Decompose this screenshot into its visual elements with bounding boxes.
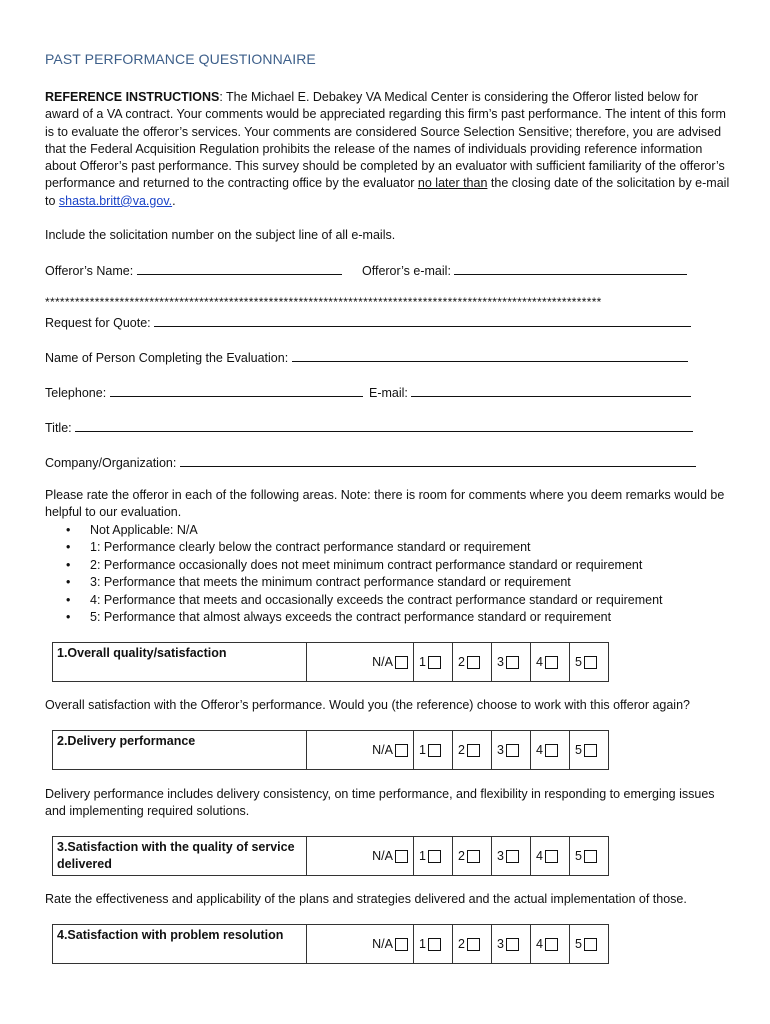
option-5[interactable]	[570, 643, 609, 682]
option-label: 4	[536, 655, 543, 669]
option-label: 1	[419, 743, 426, 757]
telephone-label: Telephone:	[45, 386, 107, 400]
option-4[interactable]	[531, 643, 570, 682]
company-field[interactable]	[180, 454, 696, 467]
option-label: 2	[458, 937, 465, 951]
option-label: 3	[497, 743, 504, 757]
option-label: 4	[536, 849, 543, 863]
checkbox[interactable]	[428, 744, 441, 757]
offeror-email-field[interactable]	[454, 262, 687, 275]
option-1[interactable]	[414, 837, 453, 876]
rating-scale-list	[66, 522, 663, 626]
offeror-email-row	[362, 262, 687, 278]
scale-item: • Not Applicable: N/A	[66, 522, 663, 539]
checkbox[interactable]	[467, 850, 480, 863]
checkbox[interactable]	[428, 938, 441, 951]
question-3-table	[52, 836, 609, 876]
option-na[interactable]	[307, 925, 414, 964]
question-4-table	[52, 924, 609, 964]
option-label: 4	[536, 937, 543, 951]
option-1[interactable]	[414, 643, 453, 682]
checkbox[interactable]	[545, 744, 558, 757]
option-3[interactable]	[492, 643, 531, 682]
rating-intro: Please rate the offeror in each of the following areas. Note: there is room for comments where you deem remarks would be helpful to our evaluation.	[45, 488, 725, 520]
checkbox[interactable]	[467, 744, 480, 757]
company-label: Company/Organization:	[45, 456, 177, 470]
evaluator-email-field[interactable]	[411, 384, 691, 397]
checkbox[interactable]	[506, 656, 519, 669]
checkbox[interactable]	[395, 938, 408, 951]
option-label: 5	[575, 937, 582, 951]
option-2[interactable]	[453, 731, 492, 770]
reference-instructions	[45, 89, 735, 210]
checkbox[interactable]	[545, 656, 558, 669]
checkbox[interactable]	[395, 744, 408, 757]
title-label: Title:	[45, 421, 72, 435]
offeror-name-label: Offeror’s Name:	[45, 264, 134, 278]
scale-item: • 2: Performance occasionally does not meet minimum contract performance standard or requirement	[66, 557, 663, 574]
option-1[interactable]	[414, 925, 453, 964]
question-1-description: Overall satisfaction with the Offeror’s performance. Would you (the reference) choose to work with this offeror again?	[45, 698, 690, 712]
option-label: 2	[458, 849, 465, 863]
question-label: 2.Delivery performance	[53, 731, 307, 770]
option-label: 2	[458, 743, 465, 757]
checkbox[interactable]	[506, 938, 519, 951]
option-label: 4	[536, 743, 543, 757]
rfq-label: Request for Quote:	[45, 316, 151, 330]
option-2[interactable]	[453, 643, 492, 682]
question-3-description: Rate the effectiveness and applicability of the plans and strategies delivered and the actual implementation of those.	[45, 892, 687, 906]
option-label: N/A	[372, 849, 393, 863]
option-label: 1	[419, 655, 426, 669]
checkbox[interactable]	[395, 850, 408, 863]
instructions-text-2: the closing date of the solicitation by e-mail to	[45, 176, 730, 208]
option-5[interactable]	[570, 925, 609, 964]
checkbox[interactable]	[467, 656, 480, 669]
instructions-text-3: .	[172, 193, 176, 208]
scale-item: • 3: Performance that meets the minimum contract performance standard or requirement	[66, 574, 663, 591]
checkbox[interactable]	[506, 744, 519, 757]
question-2-description: Delivery performance includes delivery consistency, on time performance, and flexibility in responding to emerging issues and implementing required solutions.	[45, 787, 715, 819]
scale-item: • 4: Performance that meets and occasionally exceeds the contract performance standard or requirement	[66, 592, 663, 609]
evaluator-email-row	[369, 384, 691, 400]
checkbox[interactable]	[584, 656, 597, 669]
option-3[interactable]	[492, 837, 531, 876]
scale-item: • 1: Performance clearly below the contract performance standard or requirement	[66, 539, 663, 556]
option-label: N/A	[372, 937, 393, 951]
question-2-table	[52, 730, 609, 770]
option-5[interactable]	[570, 837, 609, 876]
option-label: 3	[497, 937, 504, 951]
checkbox[interactable]	[545, 850, 558, 863]
option-2[interactable]	[453, 837, 492, 876]
evaluator-email-label: E-mail:	[369, 386, 408, 400]
checkbox[interactable]	[467, 938, 480, 951]
option-label: 5	[575, 849, 582, 863]
offeror-name-row	[45, 262, 342, 278]
option-3[interactable]	[492, 731, 531, 770]
option-5[interactable]	[570, 731, 609, 770]
evaluator-row	[45, 349, 688, 365]
question-label: 4.Satisfaction with problem resolution	[53, 925, 307, 964]
page-title: PAST PERFORMANCE QUESTIONNAIRE	[45, 51, 316, 67]
evaluator-label: Name of Person Completing the Evaluation:	[45, 351, 289, 365]
option-2[interactable]	[453, 925, 492, 964]
question-label: 1.Overall quality/satisfaction	[53, 643, 307, 682]
title-field[interactable]	[75, 419, 693, 432]
separator-line: ****************************************************************************************************************	[45, 295, 602, 309]
option-4[interactable]	[531, 925, 570, 964]
telephone-field[interactable]	[110, 384, 363, 397]
offeror-name-field[interactable]	[137, 262, 342, 275]
evaluator-field[interactable]	[292, 349, 688, 362]
title-row	[45, 419, 693, 435]
option-4[interactable]	[531, 837, 570, 876]
checkbox[interactable]	[584, 744, 597, 757]
checkbox[interactable]	[584, 938, 597, 951]
instructions-heading: REFERENCE INSTRUCTIONS	[45, 90, 220, 104]
option-label: 5	[575, 655, 582, 669]
question-1-table	[52, 642, 609, 682]
option-label: 1	[419, 849, 426, 863]
option-label: 5	[575, 743, 582, 757]
checkbox[interactable]	[428, 850, 441, 863]
telephone-row	[45, 384, 363, 400]
option-4[interactable]	[531, 731, 570, 770]
deadline-text: no later than	[417, 176, 488, 191]
instructions-text: : The Michael E. Debakey VA Medical Center is considering the Offeror listed below for award of a VA contract. Your comments would be appreciated regarding this firm’s past performance. The intent of this form is to evaluate the offeror’s services. Your comments are considered Source Selection Sensitive; therefore, you are advised that the Federal Acquisition Regulation prohibits the release of the names of individuals providing reference information about Offeror’s past performance. This survey should be completed by an evaluator with sufficient familiarity of the offeror’s performance and returned to the contracting office by the evaluator	[45, 90, 726, 191]
checkbox[interactable]	[584, 850, 597, 863]
checkbox[interactable]	[395, 656, 408, 669]
option-na[interactable]	[307, 643, 414, 682]
option-na[interactable]	[307, 837, 414, 876]
option-1[interactable]	[414, 731, 453, 770]
option-label: 3	[497, 849, 504, 863]
scale-item: • 5: Performance that almost always exceeds the contract performance standard or requirement	[66, 609, 663, 626]
option-label: 2	[458, 655, 465, 669]
question-label: 3.Satisfaction with the quality of service delivered	[53, 837, 307, 876]
option-label: 3	[497, 655, 504, 669]
contact-email-link[interactable]: shasta.britt@va.gov.	[58, 193, 173, 208]
subject-note: Include the solicitation number on the subject line of all e-mails.	[45, 228, 396, 242]
checkbox[interactable]	[545, 938, 558, 951]
rfq-row	[45, 314, 691, 330]
rfq-field[interactable]	[154, 314, 691, 327]
offeror-email-label: Offeror’s e-mail:	[362, 264, 451, 278]
checkbox[interactable]	[428, 656, 441, 669]
option-na[interactable]	[307, 731, 414, 770]
option-label: N/A	[372, 655, 393, 669]
option-label: N/A	[372, 743, 393, 757]
company-row	[45, 454, 696, 470]
option-label: 1	[419, 937, 426, 951]
option-3[interactable]	[492, 925, 531, 964]
checkbox[interactable]	[506, 850, 519, 863]
